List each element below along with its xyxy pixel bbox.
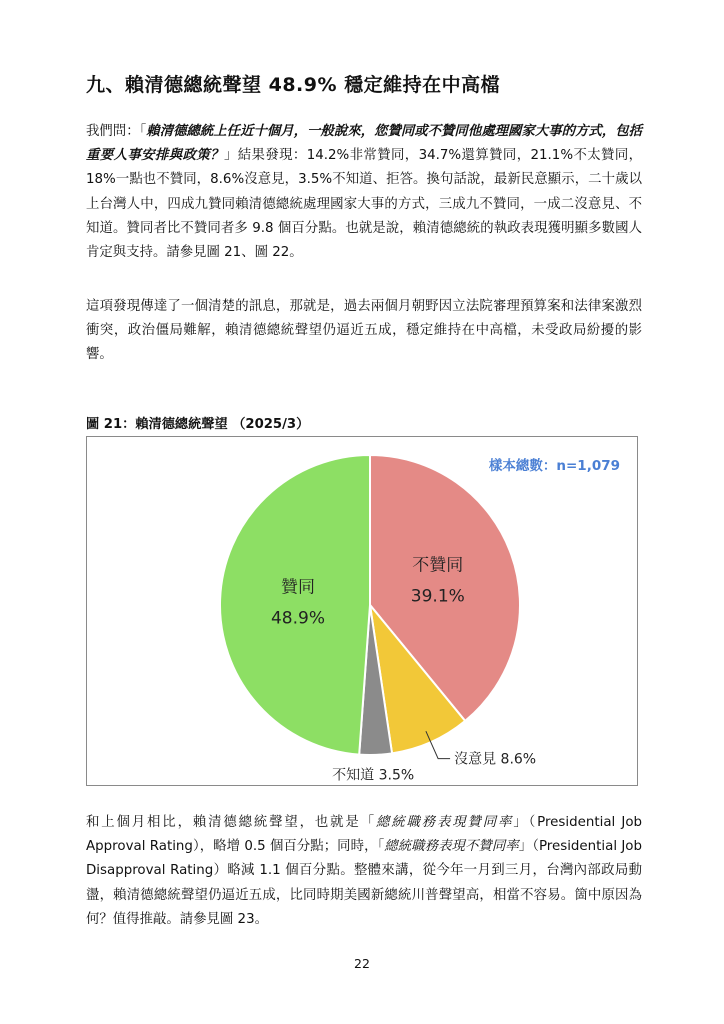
pie-label-name: 不贊同 xyxy=(412,555,464,576)
figure-caption: 圖 21：賴清德總統聲望 （2025/3） xyxy=(86,417,310,432)
sample-size-note: 樣本總數：n=1,079 xyxy=(488,458,620,474)
approval-term: 總統職務表現贊同率 xyxy=(375,815,514,830)
pie-slice-approve xyxy=(220,455,370,755)
pie-label-name: 贊同 xyxy=(281,577,315,598)
pie-label-text: 不知道 3.5% xyxy=(332,767,415,784)
para3-part2: 」（Presidential Job Approval Rating），略增 0.5 個百分點；同時，「 xyxy=(86,815,643,855)
pie-label-value: 39.1% xyxy=(410,586,465,607)
pie-label-text: 沒意見 8.6% xyxy=(454,751,537,768)
pie-chart-frame xyxy=(86,436,638,786)
page-number: 22 xyxy=(354,956,370,971)
paragraph-interpretation: 這項發現傳達了一個清楚的訊息，那就是，過去兩個月朝野因立法院審理預算案和法律案激烈衝突，政治僵局難解，賴清德總統聲望仍逼近五成，穩定維持在中高檔，未受政局紛擾的影響。 xyxy=(86,299,642,363)
paragraph-survey-question xyxy=(86,120,642,265)
para3-part1: 和上個月相比，賴清德總統聲望，也就是「 xyxy=(86,815,376,830)
section-heading: 九、賴清德總統聲望 48.9% 穩定維持在中高檔 xyxy=(86,74,501,96)
paragraph-comparison xyxy=(86,811,642,932)
pie-label-value: 48.9% xyxy=(270,608,326,629)
para1-rest: 」結果發現：14.2%非常贊同，34.7%還算贊同，21.1%不太贊同，18%一點也不贊同，8.6%沒意見，3.5%不知道、拒答。換句話說，最新民意顯示，二十歲以上台灣人中，四成九贊同賴清德總統處理國家大事的方式，三成九不贊同，一成二沒意見、不知道。贊同者比不贊同者多 9.8 個百分點。也就是說，賴清德總統的執政表現獲明顯多數國人肯定與支持。請參見圖 21、圖 22。 xyxy=(86,148,643,261)
pie-chart xyxy=(87,437,639,787)
pie-label-dont-know xyxy=(332,767,414,783)
para3-part3: 」（Presidential Job Disapproval Rating）略減 1.1 個百分點。整體來講，從今年一月到三月，台灣內部政局動盪，賴清德總統聲望仍逼近五成，比同時期美國新總統川普聲望高，相當不容易。箇中原因為何？值得推敲。請參見圖 23。 xyxy=(86,839,643,927)
survey-question-quote: 賴清德總統上任近十個月，一般說來，您贊同或不贊同他處理國家大事的方式，包括重要人事安排與政策？ xyxy=(86,124,642,164)
para1-lead: 我們問：「 xyxy=(86,124,147,139)
disapproval-term: 總統職務表現不贊同率 xyxy=(384,839,519,855)
